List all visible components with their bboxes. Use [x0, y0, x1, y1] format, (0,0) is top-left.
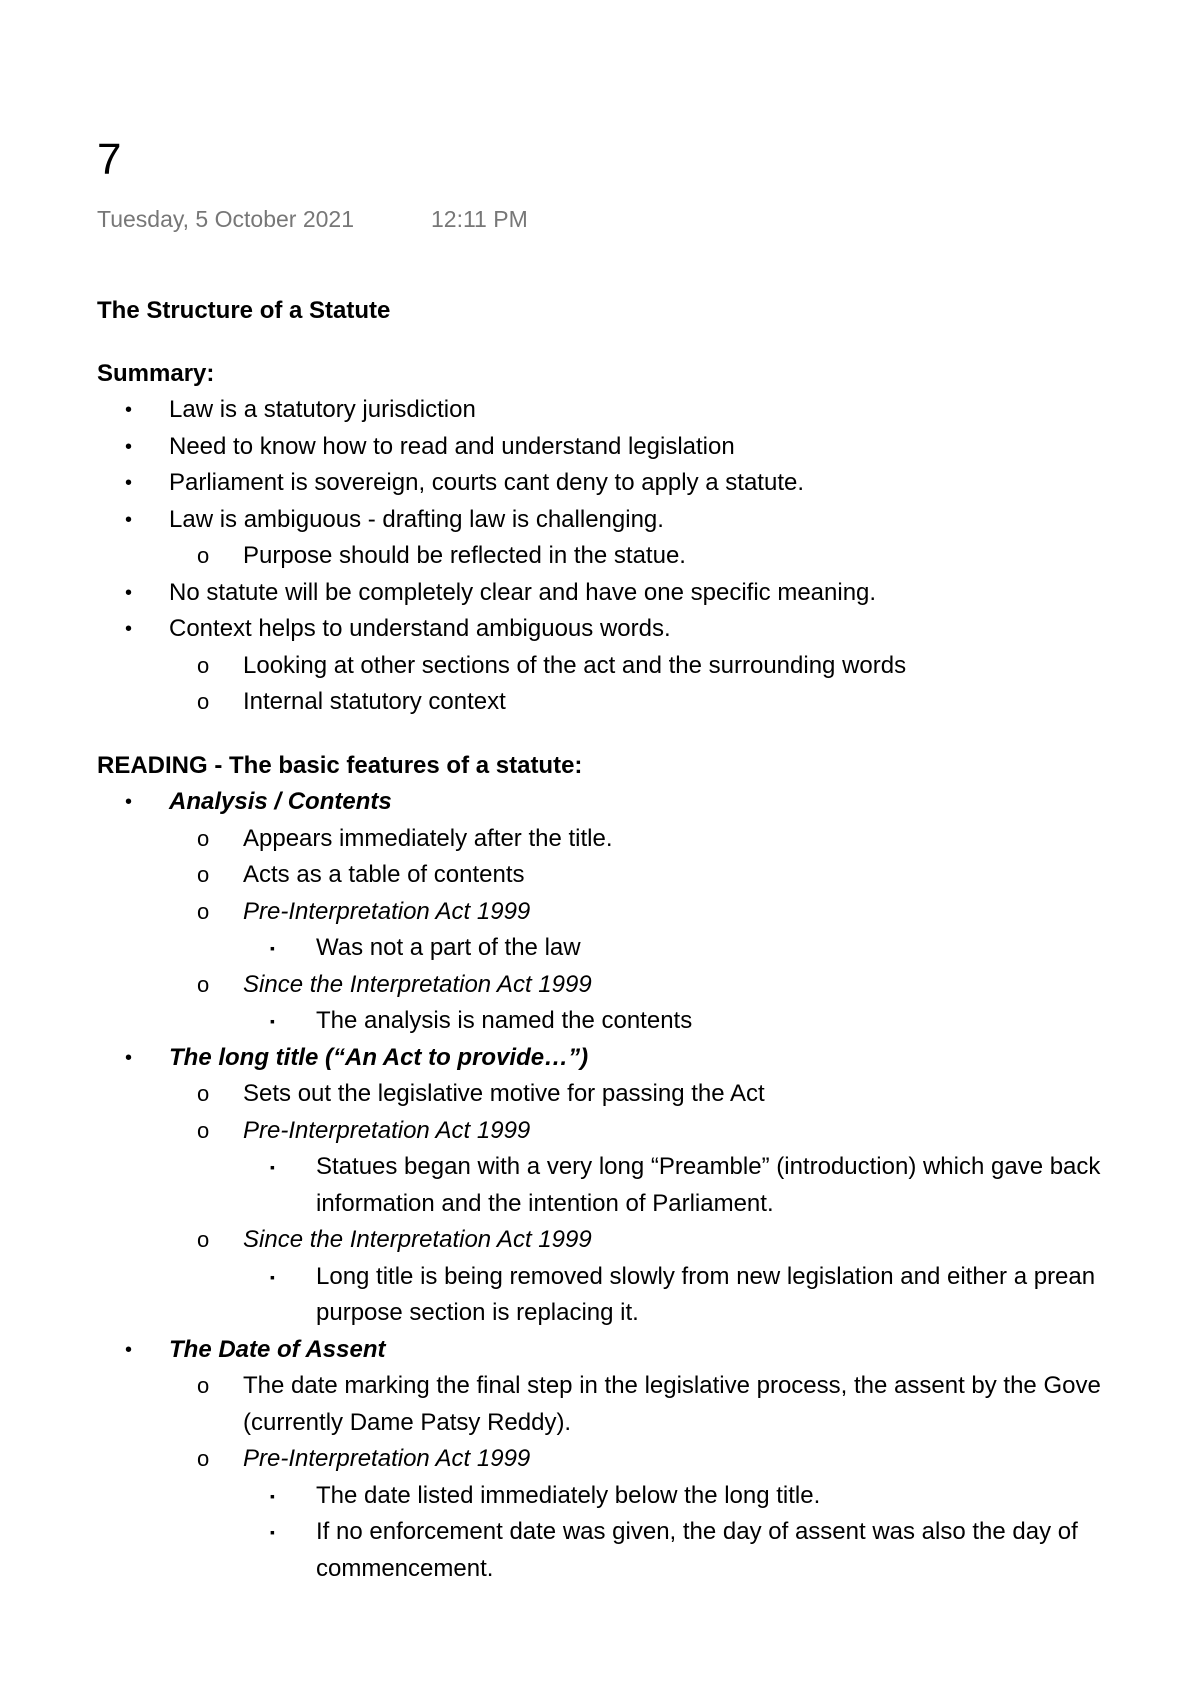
list-item: o Pre-Interpretation Act 1999: [197, 1445, 531, 1472]
list-item: ▪ The analysis is named the contents: [270, 1007, 693, 1034]
page-date: Tuesday, 5 October 2021: [97, 206, 354, 232]
list-item: o Appears immediately after the title.: [197, 824, 613, 852]
list-item: o Pre-Interpretation Act 1999: [197, 897, 531, 925]
list-item: • Law is a statutory jurisdiction: [125, 396, 476, 423]
list-item: ▪ Statues began with a very long “Preamble” (introduction) which gave back information and the intention of Parliament.: [270, 1153, 1101, 1217]
section-heading: The Structure of a Statute: [97, 297, 391, 324]
summary-list: [97, 392, 1200, 721]
list-item: o Since the Interpretation Act 1999: [197, 1226, 592, 1253]
feature-long-title: • The long title (“An Act to provide…”): [125, 1043, 589, 1071]
list-item: o Sets out the legislative motive for passing the Act: [197, 1080, 765, 1107]
list-item: ▪ The date listed immediately below the long title.: [270, 1481, 821, 1509]
page-time: 12:11 PM: [431, 206, 528, 232]
page-title: 7: [97, 135, 122, 184]
list-item: o Pre-Interpretation Act 1999: [197, 1116, 531, 1144]
list-item: ▪ Long title is being removed slowly from new legislation and either a prean purpose section is replacing it.: [270, 1262, 1096, 1326]
list-item: o Looking at other sections of the act and the surrounding words: [197, 651, 907, 679]
list-item: o The date marking the final step in the legislative process, the assent by the Gove (currently Dame Patsy Reddy).: [197, 1372, 1101, 1436]
list-item: • Parliament is sovereign, courts cant deny to apply a statute.: [125, 469, 805, 496]
list-item: • Context helps to understand ambiguous words.: [125, 615, 671, 642]
list-item: ▪ If no enforcement date was given, the day of assent was also the day of commencement.: [270, 1518, 1078, 1582]
summary-heading: Summary:: [97, 359, 215, 387]
reading-heading: READING - The basic features of a statute:: [97, 751, 583, 779]
list-item: • Need to know how to read and understand legislation: [125, 432, 735, 460]
reading-list: [97, 784, 1200, 1587]
list-item: o Acts as a table of contents: [197, 861, 525, 888]
list-item: o Since the Interpretation Act 1999: [197, 970, 592, 998]
feature-date-of-assent: • The Date of Assent: [125, 1335, 386, 1363]
list-item: o Internal statutory context: [197, 688, 506, 715]
note-body: [97, 293, 1200, 1587]
list-item: • Law is ambiguous - drafting law is challenging.: [125, 505, 664, 533]
feature-analysis: • Analysis / Contents: [125, 788, 392, 815]
list-item: o Purpose should be reflected in the statue.: [197, 542, 686, 569]
list-item: ▪ Was not a part of the law: [270, 934, 581, 961]
list-item: • No statute will be completely clear and have one specific meaning.: [125, 578, 877, 606]
